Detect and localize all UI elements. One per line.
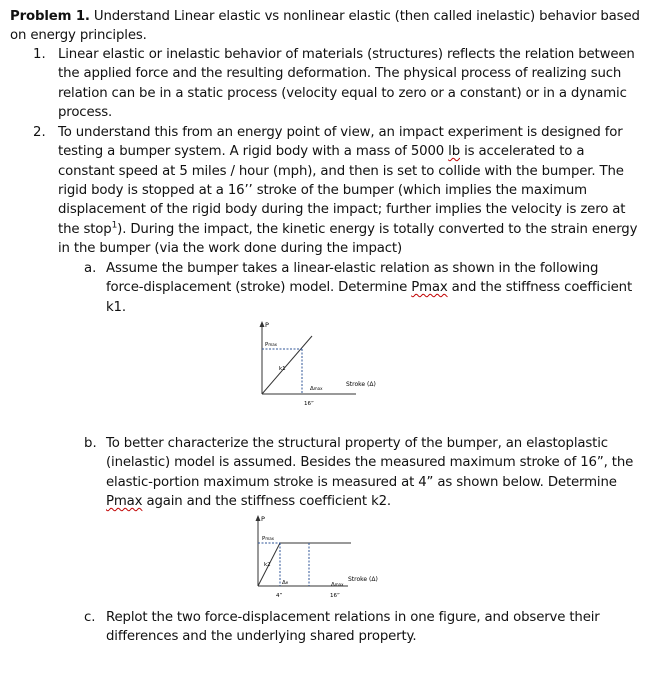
sub-c-line: differences and the underlying shared property. [106, 629, 417, 644]
item1-line: relation can be in a static process (velocity equal to zero or a constant) or in a dynamic [58, 86, 627, 101]
sub-a-line [106, 278, 632, 298]
problem-intro [10, 7, 640, 27]
item2-line2-text: is accelerated to a [460, 144, 585, 159]
sub-c-label: c. [84, 610, 96, 625]
figure2-k2-label: k2 [264, 562, 271, 568]
sub-b-line [106, 492, 391, 512]
figure-linear-elastic [250, 318, 410, 414]
figure2-p-label: P [261, 515, 265, 523]
sub-a-line2-text: and the stiffness coefficient [447, 280, 633, 295]
figure1-k1-label: k1 [279, 366, 286, 372]
item1-line: Linear elastic or inelastic behavior of materials (structures) reflects the relation between [58, 47, 635, 62]
figure-elastoplastic [250, 512, 410, 602]
figure2-delta-e-label: Δe [282, 580, 289, 586]
figure1-16-label: 16” [304, 401, 314, 407]
item2-number: 2. [33, 125, 46, 140]
sub-b-line4-text: again and the stiffness coefficient k2. [142, 494, 392, 509]
item2-line: To understand this from an energy point of view, an impact experiment is designed for [58, 125, 623, 140]
sub-a-label: a. [84, 261, 97, 276]
footnote-marker: 1 [111, 220, 118, 231]
item2-line: constant speed at 5 miles / hour (mph), and then is set to collide with the bumper. The [58, 164, 624, 179]
item1-line: process. [58, 105, 113, 120]
sub-b-line: (inelastic) model is assumed. Besides the measured maximum stroke of 16”, the [106, 455, 634, 470]
item2-line [58, 220, 637, 240]
sub-c-line: Replot the two force-displacement relations in one figure, and observe their [106, 610, 600, 625]
item1-line: the applied force and the resulting deformation. The physical process of realizing such [58, 66, 622, 81]
unit-lb: lb [448, 144, 461, 159]
problem-title: Problem 1. [10, 9, 90, 24]
sub-b-line: To better characterize the structural property of the bumper, an elastoplastic [106, 436, 608, 451]
item1-number: 1. [33, 47, 46, 62]
item2-line6-text: the stop [58, 222, 112, 237]
sub-a-line: k1. [106, 300, 126, 315]
sub-b-label: b. [84, 436, 97, 451]
item2-line: in the bumper (via the work done during the impact) [58, 241, 402, 256]
pmax-term: Pmax [411, 280, 448, 295]
figure2-stroke-label: Stroke (Δ) [348, 576, 378, 583]
figure1-stroke-label: Stroke (Δ) [346, 381, 376, 388]
pmax-term: Pmax [106, 494, 143, 509]
figure2-16-label: 16” [330, 593, 340, 599]
figure1-p-label: P [265, 321, 269, 329]
item2-line: rigid body is stopped at a 16’’ stroke of the bumper (which implies the maximum [58, 183, 587, 198]
item2-line [58, 142, 584, 162]
sub-b-line: elastic-portion maximum stroke is measured at 4” as shown below. Determine [106, 475, 617, 490]
sub-a-line2-text: force-displacement (stroke) model. Determine [106, 280, 412, 295]
figure1-pmax-label: Pmax [265, 342, 278, 348]
item2-line6-text: ). During the impact, the kinetic energy is totally converted to the strain energy [117, 222, 638, 237]
sub-a-line: Assume the bumper takes a linear-elastic relation as shown in the following [106, 261, 599, 276]
figure1-delta-max-label: Δmax [310, 386, 323, 392]
figure2-4-label: 4” [276, 593, 283, 599]
figure2-pmax-label: Pmax [262, 536, 275, 542]
problem-intro-line2: on energy principles. [10, 28, 147, 43]
figure2-delta-max-label: Δmax [331, 582, 344, 588]
item2-line2-text: testing a bumper system. A rigid body with a mass of 5000 [58, 144, 449, 159]
problem-intro-line1: Understand Linear elastic vs nonlinear elastic (then called inelastic) behavior based [89, 9, 640, 24]
item2-line: displacement of the rigid body during the impact; further implies the velocity is zero at [58, 202, 626, 217]
